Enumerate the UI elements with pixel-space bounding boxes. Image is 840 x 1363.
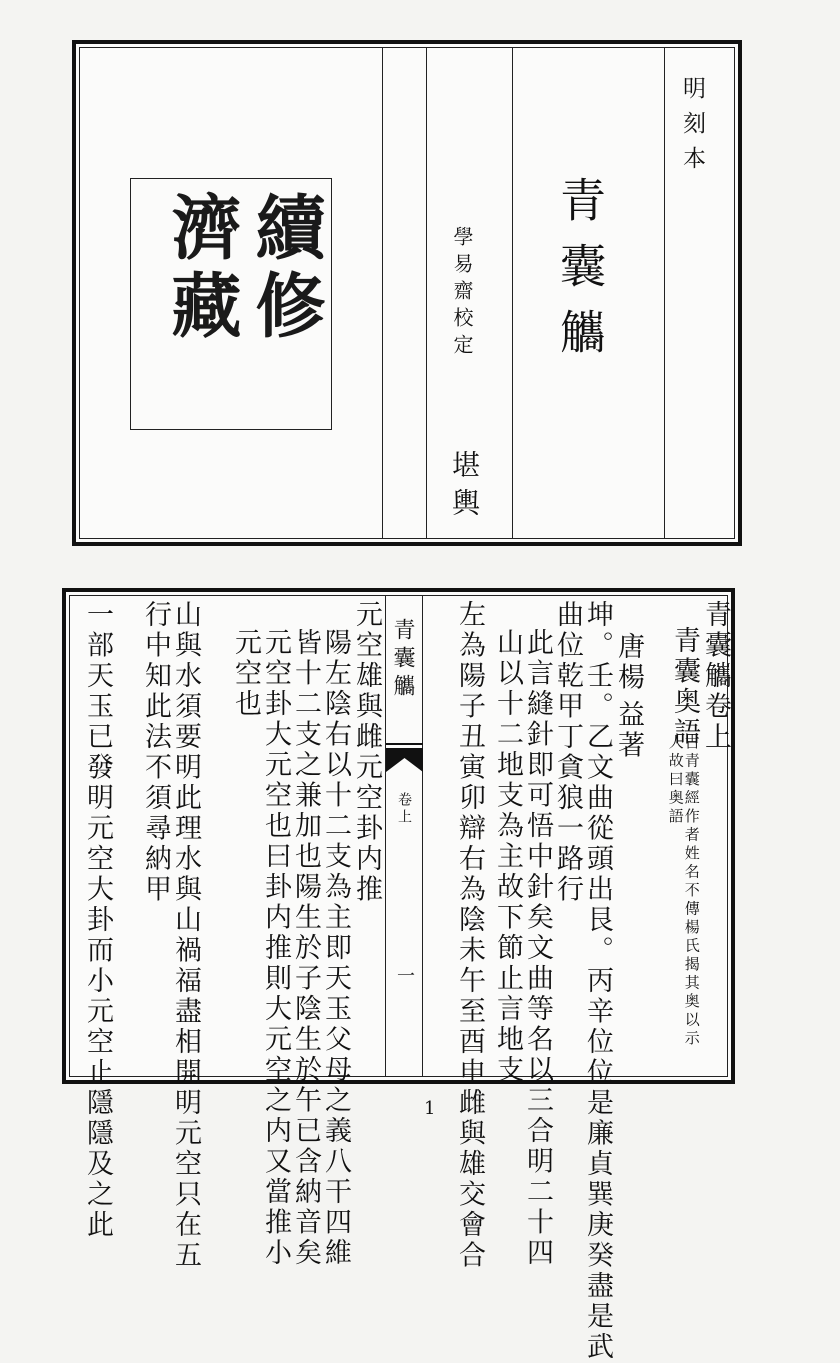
- edition-label: 明刻本: [679, 76, 705, 181]
- cover-panel: [72, 40, 742, 546]
- text-column-title: 青囊奥語: [669, 626, 700, 748]
- centerfold-border-right: [422, 596, 423, 1076]
- centerfold-border-left: [385, 596, 386, 1076]
- annotation-right: 古青囊經作者姓名不傳楊氏揭其奥以示: [682, 734, 701, 1049]
- text-column: 山與水須要明此理水與山禍福盡相開明元空只在五: [170, 600, 201, 1271]
- spine-title: 青囊觿: [390, 618, 415, 702]
- spine-leaf-number: 一: [394, 966, 415, 984]
- library-seal: [130, 178, 332, 430]
- page-number: 1: [424, 1098, 436, 1119]
- text-column: 行中知此法不須尋納甲: [140, 600, 171, 905]
- book-title: 青囊觿: [553, 176, 607, 374]
- text-column: 山以十二地支為主故下節止言地支: [492, 628, 523, 1086]
- divider: [664, 48, 665, 538]
- text-column: 皆十二支之兼加也陽生於子陰生於午已含納音矣: [290, 628, 321, 1269]
- divider: [382, 48, 383, 538]
- fish-tail-mark: [386, 742, 423, 782]
- text-column: 陽左陰右以十二支為主即天玉父母之義八干四維: [320, 628, 351, 1269]
- text-column: 一部天玉已發明元空大卦而小元空止隱隱及之此: [82, 600, 113, 1241]
- cover-inner-frame: [79, 47, 735, 539]
- text-column: 坤。壬。乙文曲從頭出艮。丙辛位位是廉貞巽庚癸盡是武: [582, 600, 613, 1363]
- seal-characters-left: 濟藏: [160, 191, 243, 347]
- author-name: 益著: [613, 700, 644, 761]
- proofreader-label: 學易齋校定: [450, 226, 474, 361]
- seal-characters-right: 續修: [244, 191, 327, 347]
- text-page-panel: [62, 588, 735, 1363]
- chapter-heading: 青囊觿卷上: [700, 600, 731, 753]
- category-label: 堪輿: [448, 450, 481, 526]
- author-dynasty: 唐楊: [613, 632, 644, 693]
- text-column: 元空卦大元空也曰卦内推則大元空之内又當推小: [260, 628, 291, 1269]
- text-column: 此言縫針即可悟中針矣文曲等名以三合明二十四: [522, 628, 553, 1269]
- text-column: 元空也: [230, 628, 261, 720]
- annotation-left: 人故曰奥語: [666, 734, 685, 827]
- text-column: 左為陽子丑寅卯辯右為陰未午至酉申雌與雄交會合: [454, 600, 485, 1271]
- text-column: 曲位乾甲丁貪狼一路行: [552, 600, 583, 905]
- spine-volume: 卷上: [396, 792, 412, 826]
- text-column: 元空雄與雌元空卦内推: [351, 600, 382, 905]
- text-page-inner-frame: [69, 595, 731, 1363]
- divider: [512, 48, 513, 538]
- divider: [426, 48, 427, 538]
